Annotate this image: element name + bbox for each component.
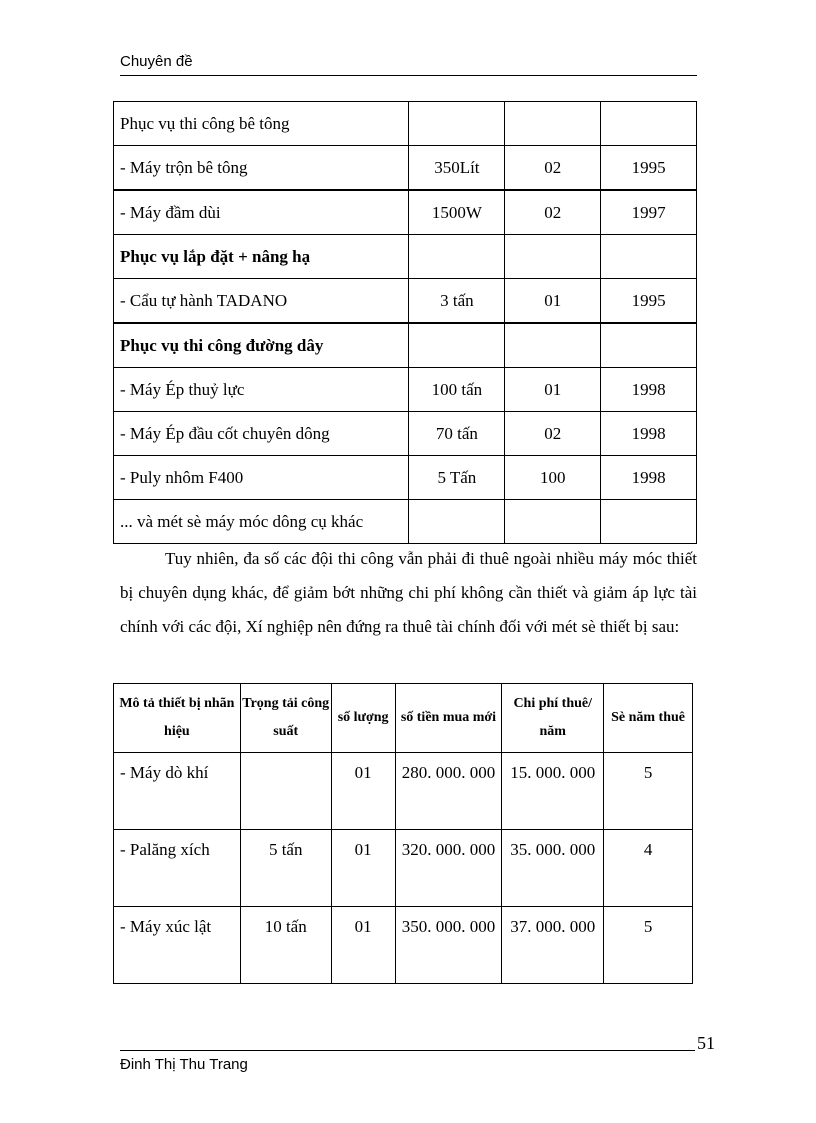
cell-quantity: 02 (505, 146, 601, 191)
table-row (114, 279, 697, 324)
table-row (114, 146, 697, 191)
table-row (114, 368, 697, 412)
table-row (114, 323, 697, 368)
page-header: Chuyên đề (120, 52, 697, 76)
cell-capacity (409, 500, 505, 544)
cell-name: Phục vụ thi công bê tông (114, 102, 409, 146)
cell-year: 1995 (601, 279, 697, 324)
cell-year (601, 323, 697, 368)
cell-capacity: 100 tấn (409, 368, 505, 412)
cell-name: - Máy xúc lật (114, 907, 241, 984)
cell-year (601, 500, 697, 544)
cell-name: - Puly nhôm F400 (114, 456, 409, 500)
cell-name: Phục vụ thi công đường dây (114, 323, 409, 368)
cell-price: 350. 000. 000 (395, 907, 502, 984)
cell-cost: 35. 000. 000 (502, 830, 604, 907)
cell-name: - Palăng xích (114, 830, 241, 907)
footer-divider (120, 1050, 695, 1051)
cell-name: - Máy trộn bê tông (114, 146, 409, 191)
rental-table-header (114, 684, 693, 753)
table-row (114, 500, 697, 544)
cell-capacity: 5 Tấn (409, 456, 505, 500)
cell-name: ... và mét sè máy móc dông cụ khác (114, 500, 409, 544)
cell-capacity: 70 tấn (409, 412, 505, 456)
cell-name: - Máy Ép thuỷ lực (114, 368, 409, 412)
cell-quantity: 01 (331, 830, 395, 907)
author-name: Đinh Thị Thu Trang (120, 1056, 248, 1073)
cell-year: 1998 (601, 368, 697, 412)
rental-table (113, 683, 693, 984)
table-row (114, 412, 697, 456)
header-cell: Chi phí thuê/ năm (502, 684, 604, 753)
table-row (114, 190, 697, 235)
cell-year (601, 102, 697, 146)
cell-name: - Cẩu tự hành TADANO (114, 279, 409, 324)
cell-quantity: 100 (505, 456, 601, 500)
table-row (114, 235, 697, 279)
cell-quantity: 02 (505, 412, 601, 456)
table-row (114, 753, 693, 830)
table-row (114, 830, 693, 907)
cell-year: 1998 (601, 456, 697, 500)
cell-name: Phục vụ lắp đặt + nâng hạ (114, 235, 409, 279)
cell-name: - Máy Ép đầu cốt chuyên dông (114, 412, 409, 456)
cell-quantity (505, 235, 601, 279)
header-cell: Mô tả thiết bị nhãn hiệu (114, 684, 241, 753)
header-cell: Trọng tải công suất (240, 684, 331, 753)
cell-quantity (505, 500, 601, 544)
cell-capacity: 5 tấn (240, 830, 331, 907)
header-cell: số lượng (331, 684, 395, 753)
cell-capacity: 1500W (409, 190, 505, 235)
cell-quantity: 01 (331, 753, 395, 830)
body-paragraph (120, 542, 697, 644)
cell-cost: 37. 000. 000 (502, 907, 604, 984)
cell-quantity: 01 (505, 368, 601, 412)
cell-capacity: 10 tấn (240, 907, 331, 984)
cell-capacity (409, 323, 505, 368)
cell-quantity: 01 (331, 907, 395, 984)
table-row (114, 907, 693, 984)
cell-year: 1997 (601, 190, 697, 235)
cell-cost: 15. 000. 000 (502, 753, 604, 830)
cell-name: - Máy đầm dùi (114, 190, 409, 235)
cell-price: 320. 000. 000 (395, 830, 502, 907)
cell-quantity: 02 (505, 190, 601, 235)
cell-capacity: 350Lít (409, 146, 505, 191)
cell-year: 1998 (601, 412, 697, 456)
header-cell: số tiền mua mới (395, 684, 502, 753)
header-cell: Sè năm thuê (604, 684, 693, 753)
cell-year: 1995 (601, 146, 697, 191)
paragraph-text: Tuy nhiên, đa số các đội thi công vẫn phải đi thuê ngoài nhiều máy móc thiết bị chuyên dụng khác, để giảm bớt những chi phí không cần thiết và giảm áp lực tài chính với các đội, Xí nghiệp nên đứng ra thuê tài chính đối với mét sè thiết bị sau: (120, 549, 697, 636)
page-number: 51 (697, 1033, 715, 1053)
cell-years: 5 (604, 907, 693, 984)
cell-year (601, 235, 697, 279)
cell-years: 4 (604, 830, 693, 907)
table-row (114, 102, 697, 146)
cell-capacity (409, 102, 505, 146)
cell-capacity (240, 753, 331, 830)
cell-capacity: 3 tấn (409, 279, 505, 324)
cell-quantity: 01 (505, 279, 601, 324)
cell-quantity (505, 102, 601, 146)
cell-years: 5 (604, 753, 693, 830)
cell-capacity (409, 235, 505, 279)
cell-price: 280. 000. 000 (395, 753, 502, 830)
cell-quantity (505, 323, 601, 368)
equipment-table (113, 101, 697, 544)
cell-name: - Máy dò khí (114, 753, 241, 830)
table-row (114, 456, 697, 500)
